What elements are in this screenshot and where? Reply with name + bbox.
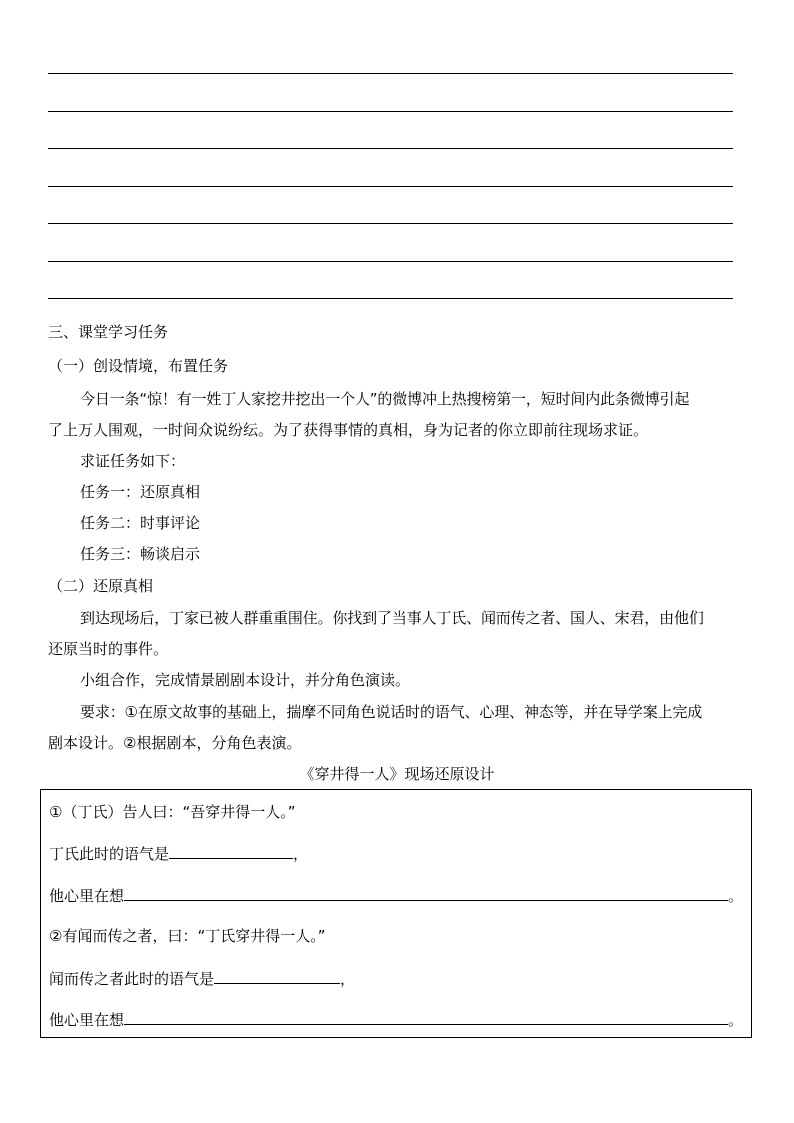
row5-blank[interactable] [214,968,340,984]
group-work: 小组合作，完成情景剧剧本设计，并分角色演读。 [80,671,411,689]
requirement-line1: 要求：①在原文故事的基础上，揣摩不同角色说话时的语气、心理、神态等，并在导学案上完成 [80,703,703,721]
writing-rule-2 [48,111,733,112]
row2-suffix: ， [293,845,309,863]
table-row-1: ①（丁氏）告人曰：“吾穿井得一人。” [49,803,296,821]
table-row-5 [49,968,355,989]
section-heading: 三、课堂学习任务 [48,323,169,341]
row6-label: 他心里在想 [49,1011,125,1029]
table-row-6 [49,1009,743,1030]
writing-rule-6 [48,261,733,262]
sub1-paragraph-line2: 了上万人围观，一时间众说纷纭。为了获得事情的真相，身为记者的你立即前往现场求证。 [48,421,649,439]
sub2-heading: （二）还原真相 [48,577,154,595]
row2-blank[interactable] [169,843,293,859]
table-row-2 [49,843,308,864]
writing-rule-1 [48,73,733,74]
sub1-paragraph-line1: 今日一条“惊！有一姓丁人家挖井挖出一个人”的微博冲上热搜榜第一，短时间内此条微博引起 [80,390,690,408]
reconstruction-table [40,789,752,1038]
task-3: 任务三：畅谈启示 [80,545,201,563]
task-2: 任务二：时事评论 [80,514,201,532]
table-row-3 [49,885,743,906]
sub2-paragraph-line1: 到达现场后，丁家已被人群重重围住。你找到了当事人丁氏、闻而传之者、国人、宋君，由他们 [80,609,704,627]
row3-label: 他心里在想 [49,887,125,905]
row5-suffix: ， [340,970,356,988]
writing-rule-4 [48,186,733,187]
requirement-line2: 剧本设计。②根据剧本，分角色表演。 [48,734,302,752]
writing-rule-5 [48,223,733,224]
row2-label: 丁氏此时的语气是 [49,845,170,863]
table-row-4: ②有闻而传之者，曰：“丁氏穿井得一人。” [49,927,326,945]
row6-blank[interactable] [124,1009,728,1025]
row3-suffix: 。 [728,887,744,905]
row3-blank[interactable] [124,885,728,901]
table-title: 《穿井得一人》现场还原设计 [299,765,495,783]
row5-label: 闻而传之者此时的语气是 [49,970,215,988]
task-1: 任务一：还原真相 [80,483,201,501]
row6-suffix: 。 [728,1011,744,1029]
writing-rule-7 [48,298,733,299]
sub2-paragraph-line2: 还原当时的事件。 [48,640,169,658]
writing-rule-3 [48,148,733,149]
sub1-heading: （一）创设情境，布置任务 [48,357,229,375]
tasks-intro: 求证任务如下： [80,452,186,470]
